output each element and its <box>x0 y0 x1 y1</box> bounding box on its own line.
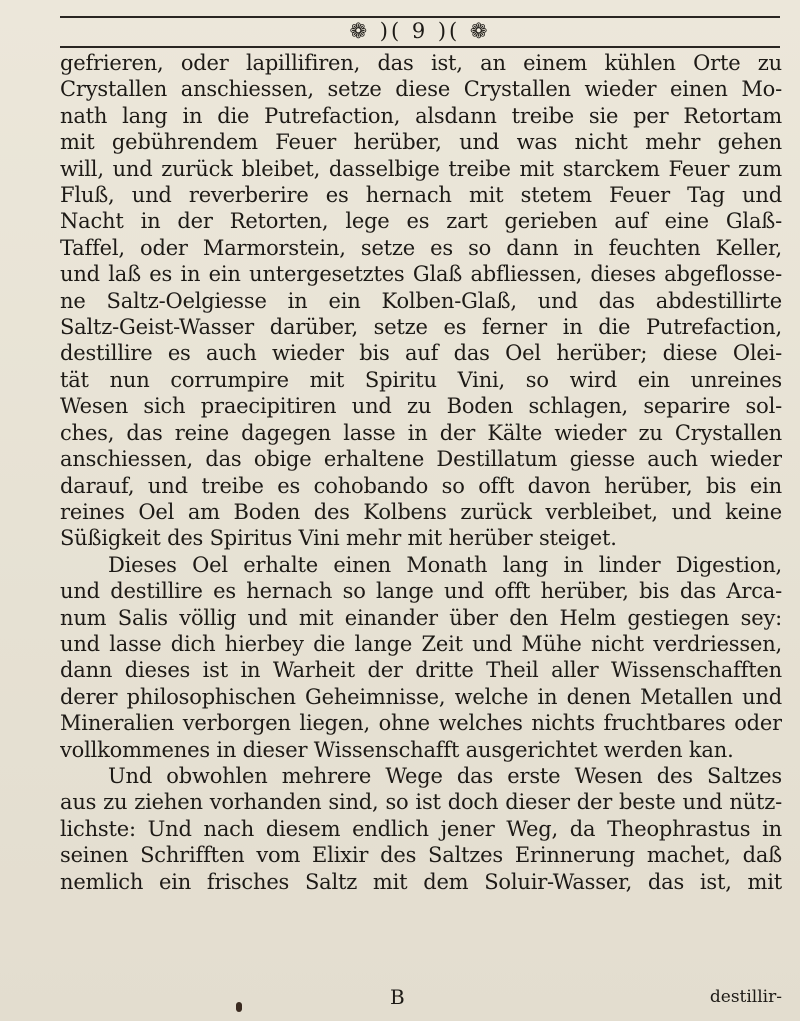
text-line: Dieses Oel erhalte einen Monath lang in linder Digestion, <box>108 552 782 577</box>
text-line: darauf, und treibe es cohobando so offt davon herüber, bis ein <box>60 473 782 498</box>
text-line: num Salis völlig und mit einander über den Helm gestiegen sey: <box>60 605 782 630</box>
text-line: Wesen sich praecipitiren und zu Boden schlagen, separire sol- <box>60 394 782 419</box>
text-line: vollkommenes in dieser Wissenschafft ausgerichtet werden kan. <box>60 737 734 762</box>
text-line: Fluß, und reverberire es hernach mit stetem Feuer Tag und <box>60 183 782 208</box>
text-line: ne Saltz-Oelgiesse in ein Kolben-Glaß, und das abdestillirte <box>60 288 782 313</box>
text-line: mit gebührendem Feuer herüber, und was nicht mehr gehen <box>60 130 782 155</box>
text-line: und lasse dich hierbey die lange Zeit und Mühe nicht verdriessen, <box>60 631 782 656</box>
text-line: Und obwohlen mehrere Wege das erste Wesen des Saltzes <box>108 763 782 788</box>
text-line: Saltz-Geist-Wasser darüber, setze es ferner in die Putrefaction, <box>60 315 782 340</box>
text-line: derer philosophischen Geheimnisse, welche in denen Metallen und <box>60 684 782 709</box>
header-rule-bottom <box>60 46 780 48</box>
text-line: tät nun corrumpire mit Spiritu Vini, so wird ein unreines <box>60 367 782 392</box>
text-line: lichste: Und nach diesem endlich jener Weg, da Theophrastus in <box>60 816 782 841</box>
page-header <box>60 16 780 46</box>
text-line: Taffel, oder Marmorstein, setze es so dann in feuchten Keller, <box>60 235 782 260</box>
text-line: und destillire es hernach so lange und offt herüber, bis das Arca- <box>60 579 782 604</box>
page-number-header: ❁ )( 9 )( ❁ <box>349 19 491 43</box>
text-line: will, und zurück bleibet, dasselbige treibe mit starckem Feuer zum <box>60 156 782 181</box>
ink-blot <box>236 1002 242 1012</box>
page-footer <box>60 985 782 1013</box>
text-line: seinen Schrifften vom Elixir des Saltzes Erinnerung machet, daß <box>60 843 782 868</box>
text-line: nemlich ein frisches Saltz mit dem Soluir-Wasser, das ist, mit <box>60 869 782 894</box>
signature-mark: B <box>390 985 405 1009</box>
catchword: destillir- <box>709 987 782 1007</box>
text-line: Crystallen anschiessen, setze diese Crystallen wieder einen Mo- <box>60 77 782 102</box>
text-line: Süßigkeit des Spiritus Vini mehr mit herüber steiget. <box>60 526 617 551</box>
body-text <box>60 50 782 895</box>
text-line: ches, das reine dagegen lasse in der Kälte wieder zu Crystallen <box>60 420 782 445</box>
text-line: gefrieren, oder lapillifiren, das ist, an einem kühlen Orte zu <box>60 51 782 75</box>
text-line: Nacht in der Retorten, lege es zart gerieben auf eine Glaß- <box>60 209 782 234</box>
text-line: Mineralien verborgen liegen, ohne welches nichts fruchtbares oder <box>60 711 782 736</box>
text-line: destillire es auch wieder bis auf das Oel herüber; diese Olei- <box>60 341 782 366</box>
text-line: reines Oel am Boden des Kolbens zurück verbleibet, und keine <box>60 499 782 524</box>
text-line: aus zu ziehen vorhanden sind, so ist doch dieser der beste und nütz- <box>60 790 782 815</box>
text-line: nath lang in die Putrefaction, alsdann treibe sie per Retortam <box>60 103 782 128</box>
text-line: und laß es in ein untergesetztes Glaß abfliessen, dieses abgeflosse- <box>60 262 782 287</box>
text-line: anschiessen, das obige erhaltene Destillatum giesse auch wieder <box>60 447 782 472</box>
text-line: dann dieses ist in Warheit der dritte Theil aller Wissenschafften <box>60 658 782 683</box>
